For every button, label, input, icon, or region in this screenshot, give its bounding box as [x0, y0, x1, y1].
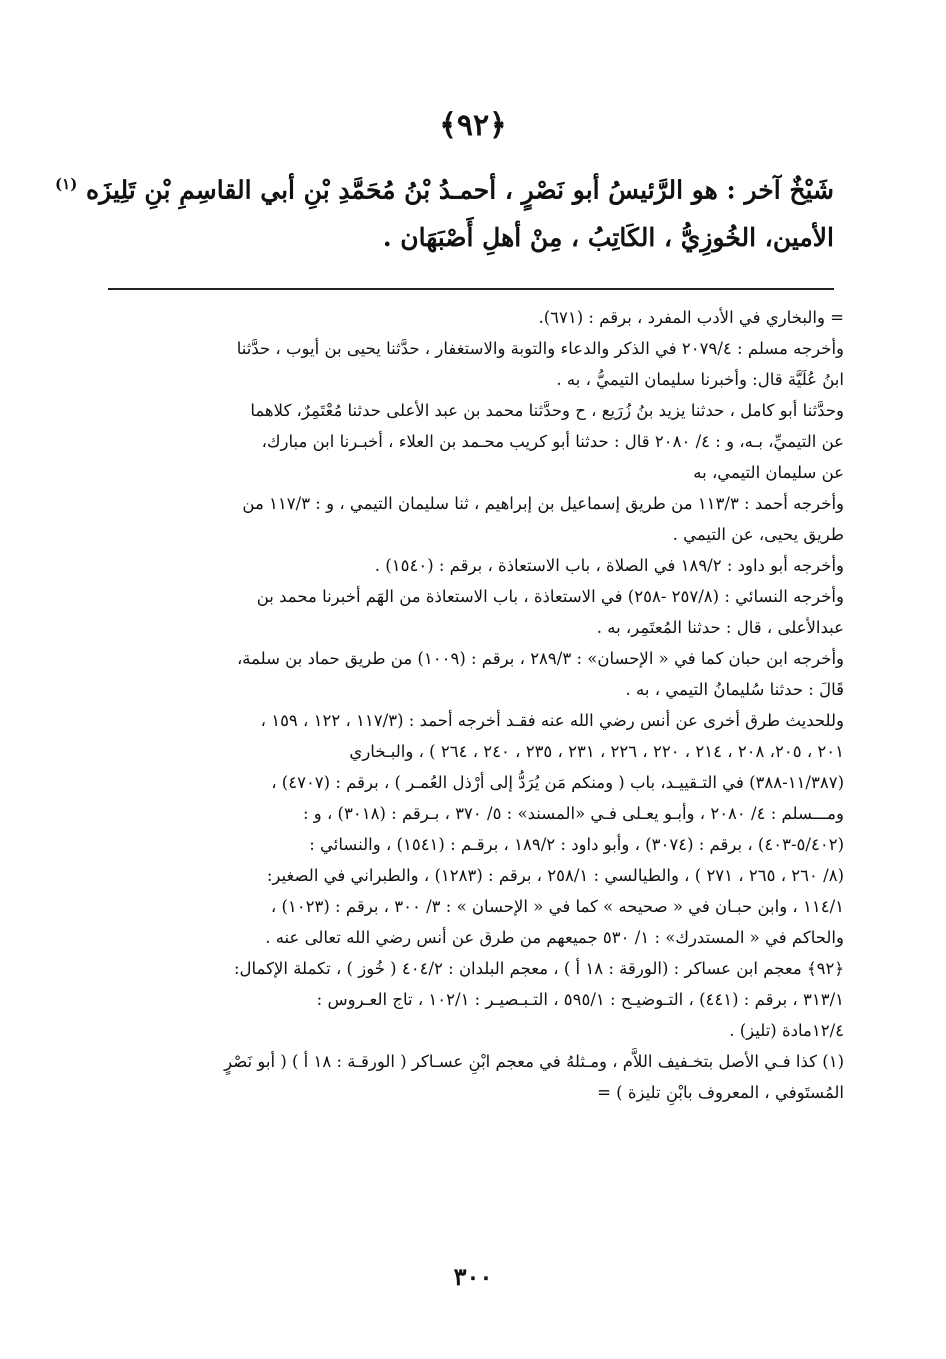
footnote-line: ١١٤/١ ، وابن حبـان في « صحيحه » كما في « الإحسان » : ٣/ ٣٠٠ ، برقم : (١٠٢٣) ، [270, 897, 844, 916]
footnote-line: (١١/٣٨٧-٣٨٨) في التـقييـد، باب ( ومنكم مَن يُرَدُّ إلى أرْذل العُمـر ) ، برقم : (٤٧٠٧) ، [271, 773, 844, 792]
footnote-line: طريق يحيى، عن التيمي . [672, 525, 844, 544]
footnote-line: وأخرجه أبو داود : ١٨٩/٢ في الصلاة ، باب الاستعاذة ، برقم : (١٥٤٠) . [374, 556, 844, 575]
footnote-divider [108, 288, 834, 290]
footnote-line: ﴿٩٢﴾ معجم ابن عساكر : (الورقة : ١٨ أ ) ، معجم البلدان : ٤٠٤/٢ ( خُوز ) ، تكملة الإكمال: [233, 959, 844, 978]
footnote-reference: (١) [55, 175, 78, 193]
footnote-line: (٥/٤٠٢-٤٠٣) ، برقم : (٣٠٧٤) ، وأبو داود : ١٨٩/٢ ، برقـم : (١٥٤١) ، والنسائي : [309, 835, 844, 854]
footnote-line: ابنُ عُلَيَّة قال: وأخبرنا سليمان التيميُّ ، به . [556, 370, 844, 389]
main-entry [55, 160, 834, 262]
footnote-line: وللحديث طرق أخرى عن أنس رضي الله عنه فقـد أخرجه أحمد : (١١٧/٣ ، ١٢٢ ، ١٥٩ ، [260, 711, 844, 730]
footnote-line: (٨/ ٢٦٠ ، ٢٦٥ ، ٢٧١ ) ، والطيالسي : ٢٥٨/١ ، برقم : (١٢٨٣) ، والطبراني في الصغير: [266, 866, 844, 885]
footnote-line: وأخرجه ابن حبان كما في « الإحسان» : ٢٨٩/٣ ، برقم : (١٠٠٩) من طريق حماد بن سلمة، [236, 649, 844, 668]
main-entry-line-2: الأمين، الخُوزِيُّ ، الكَاتِبُ ، مِنْ أهلِ أَصْبَهَان . [382, 223, 834, 253]
footnote-line: ومـــسلم : ٤/ ٢٠٨٠ ، وأبـو يعـلى فـي «المسند» : ٥/ ٣٧٠ ، بـرقم : (٣٠١٨) ، و : [302, 804, 844, 823]
footnote-line: ١٢/٤مادة (تليز) . [729, 1021, 844, 1040]
footnotes [78, 302, 844, 1108]
footnote-line: (١) كذا فـي الأصل بتخـفيف اللاَّم ، ومـثلهُ في معجم ابْنِ عسـاكر ( الورقـة : ١٨ أ ) ( أبو نَصْرٍ [224, 1052, 844, 1071]
footnote-line: ٢٠١ ، ٢٠٥، ٢٠٨ ، ٢١٤ ، ٢٢٠ ، ٢٢٦ ، ٢٣١ ، ٢٣٥ ، ٢٤٠ ، ٢٦٤ ) ، والبـخاري [349, 742, 844, 761]
main-entry-text-1: شَيْخٌ آخر : هو الرَّئيسُ أبو نَصْرٍ ، أحمـدُ بْنُ مُحَمَّدِ بْنِ أبي القاسِمِ بْنِ تَلِيزَه [86, 175, 834, 205]
footnote-line: قَالَ : حدثنا سُليمانُ التيمي ، به . [625, 680, 844, 699]
footnote-line: ٣١٣/١ ، برقم : (٤٤١) ، التـوضيـح : ٥٩٥/١ ، التـبـصيـر : ١٠٢/١ ، تاج العـروس : [316, 990, 844, 1009]
page-number: ٣٠٠ [453, 1262, 493, 1291]
footnote-line: عبدالأعلى ، قال : حدثنا المُعتَمِر، به . [596, 618, 844, 637]
footnote-line: والحاكم في « المستدرك» : ١/ ٥٣٠ جميعهم من طرق عن أنس رضي الله تعالى عنه . [265, 928, 844, 947]
footnote-line: المُستَوفي ، المعروف بابْنِ تليزة ) = [597, 1083, 844, 1102]
footnote-line: عن سليمان التيمي، به [693, 463, 844, 482]
footnote-line: = والبخاري في الأدب المفرد ، برقم : (٦٧١). [538, 308, 844, 327]
main-entry-line-1 [55, 160, 834, 214]
footnote-line: وأخرجه أحمد : ١١٣/٣ من طريق إسماعيل بن إبراهيم ، ثنا سليمان التيمي ، و : ١١٧/٣ من [242, 494, 844, 513]
footnote-line: وحدَّثنا أبو كامل ، حدثنا يزيد بنُ زُرَيع ، ح وحدَّثنا محمد بن عبد الأعلى حدثنا مُعْتَمِرٌ، كلاهما [250, 401, 844, 420]
footnote-line: وأخرجه مسلم : ٢٠٧٩/٤ في الذكر والدعاء والتوبة والاستغفار ، حدَّثنا يحيى بن أيوب ، حدَّثنا [236, 339, 844, 358]
footnote-line: عن التيميِّ، بـه، و : ٤/ ٢٠٨٠ قال : حدثنا أبو كريب محـمد بن العلاء ، أخبـرنا ابن مبارك، [261, 432, 844, 451]
footnote-line: وأخرجه النسائي : (٢٥٧/٨ -٢٥٨) في الاستعاذة ، باب الاستعاذة من الهَم أخبرنا محمد بن [256, 587, 844, 606]
entry-number: ﴿٩٢﴾ [439, 108, 507, 143]
